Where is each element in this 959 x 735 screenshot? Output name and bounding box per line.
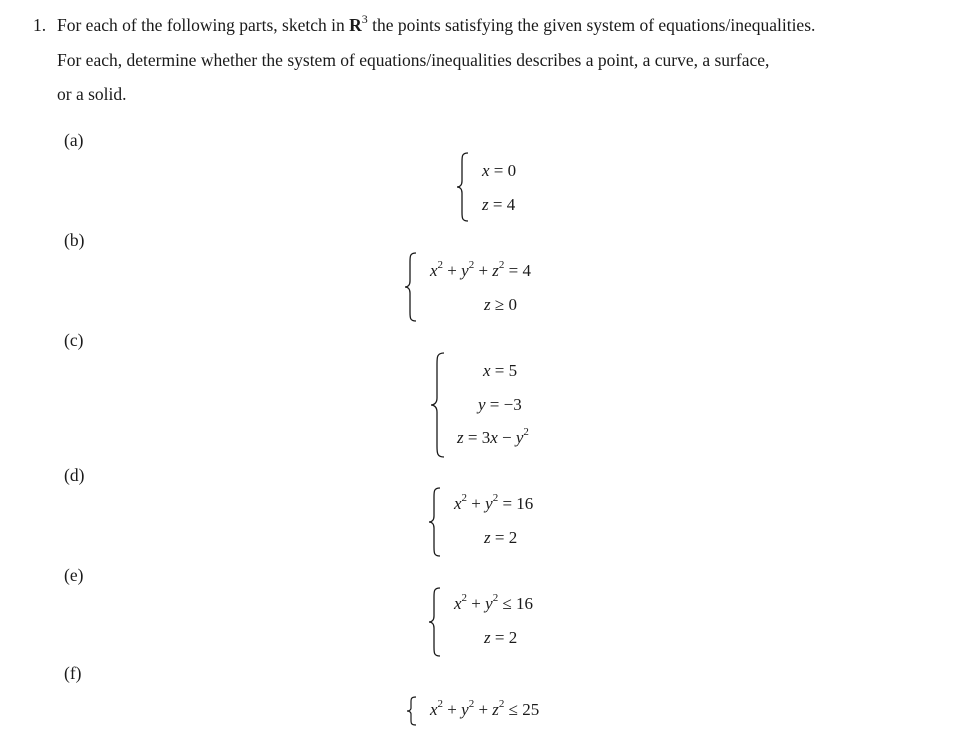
equation: [483, 361, 517, 381]
math-exponent: 2: [523, 426, 529, 438]
math-variable: x: [490, 428, 498, 447]
system-b-brace: [404, 252, 418, 322]
equation: [454, 594, 533, 614]
math-variable: x: [483, 361, 491, 380]
math-text: +: [467, 494, 486, 513]
math-text: +: [443, 700, 462, 719]
math-exponent: 2: [437, 698, 444, 710]
part-label-d: (d): [64, 465, 85, 485]
system-a-brace: [456, 152, 470, 222]
math-variable: x: [482, 161, 490, 180]
math-text: = 4: [488, 195, 516, 214]
math-variable: y: [515, 428, 524, 447]
math-text: +: [474, 700, 493, 719]
math-variable: y: [461, 700, 469, 719]
math-exponent: 2: [492, 492, 499, 504]
problem-text-1a: For each of the following parts, sketch in: [57, 15, 350, 35]
math-variable: y: [485, 594, 493, 613]
system-d-brace: [428, 487, 442, 557]
equation: [482, 195, 515, 215]
problem-line-2: For each, determine whether the system of equations/inequalities describes a point, a curve, a surface,: [57, 50, 770, 70]
problem-text-1b: the points satisfying the given system of equations/inequalities.: [367, 15, 816, 35]
problem-line-3: or a solid.: [57, 84, 127, 104]
math-variable: z: [492, 700, 499, 719]
math-exponent: 2: [498, 259, 505, 271]
problem-number: 1.: [33, 15, 47, 35]
math-text: = −3: [485, 395, 522, 414]
equation: [457, 428, 529, 448]
math-variable: z: [457, 428, 464, 447]
equation: [430, 700, 539, 720]
math-text: = 2: [490, 528, 518, 547]
math-text: = 4: [504, 261, 531, 280]
math-text: = 2: [490, 628, 518, 647]
equation: [484, 628, 517, 648]
math-variable: z: [484, 528, 491, 547]
math-text: +: [443, 261, 462, 280]
part-label-a: (a): [64, 130, 84, 150]
part-label-e: (e): [64, 565, 84, 585]
math-variable: y: [461, 261, 469, 280]
math-text: = 0: [489, 161, 517, 180]
math-exponent: 2: [468, 259, 475, 271]
math-variable: x: [430, 700, 438, 719]
math-text: = 16: [498, 494, 534, 513]
space-symbol: R: [349, 15, 362, 35]
part-label-b: (b): [64, 230, 85, 250]
problem-line-1: [33, 12, 816, 36]
part-label-f: (f): [64, 663, 82, 683]
math-text: = 5: [490, 361, 518, 380]
equation: [454, 494, 533, 514]
math-variable: x: [454, 594, 462, 613]
part-label-c: (c): [64, 330, 84, 350]
math-variable: z: [492, 261, 499, 280]
math-text: −: [497, 428, 516, 447]
math-variable: x: [430, 261, 438, 280]
math-exponent: 2: [437, 259, 444, 271]
math-variable: z: [484, 295, 491, 314]
math-text: ≤ 25: [504, 700, 540, 719]
math-exponent: 2: [492, 592, 499, 604]
system-e-brace: [428, 587, 442, 657]
math-text: +: [467, 594, 486, 613]
system-c-brace: [430, 352, 446, 458]
math-variable: y: [478, 395, 486, 414]
math-text: = 3: [463, 428, 491, 447]
math-variable: y: [485, 494, 493, 513]
math-exponent: 2: [461, 592, 468, 604]
math-variable: z: [482, 195, 489, 214]
equation: [478, 395, 522, 415]
system-f-brace: [406, 696, 418, 726]
space-exponent: 3: [361, 12, 368, 26]
math-exponent: 2: [498, 698, 505, 710]
math-variable: z: [484, 628, 491, 647]
equation: [430, 261, 531, 281]
math-variable: x: [454, 494, 462, 513]
math-text: ≥ 0: [490, 295, 517, 314]
math-text: +: [474, 261, 493, 280]
math-text: ≤ 16: [498, 594, 534, 613]
equation: [482, 161, 516, 181]
math-exponent: 2: [461, 492, 468, 504]
equation: [484, 295, 517, 315]
equation: [484, 528, 517, 548]
math-exponent: 2: [468, 698, 475, 710]
